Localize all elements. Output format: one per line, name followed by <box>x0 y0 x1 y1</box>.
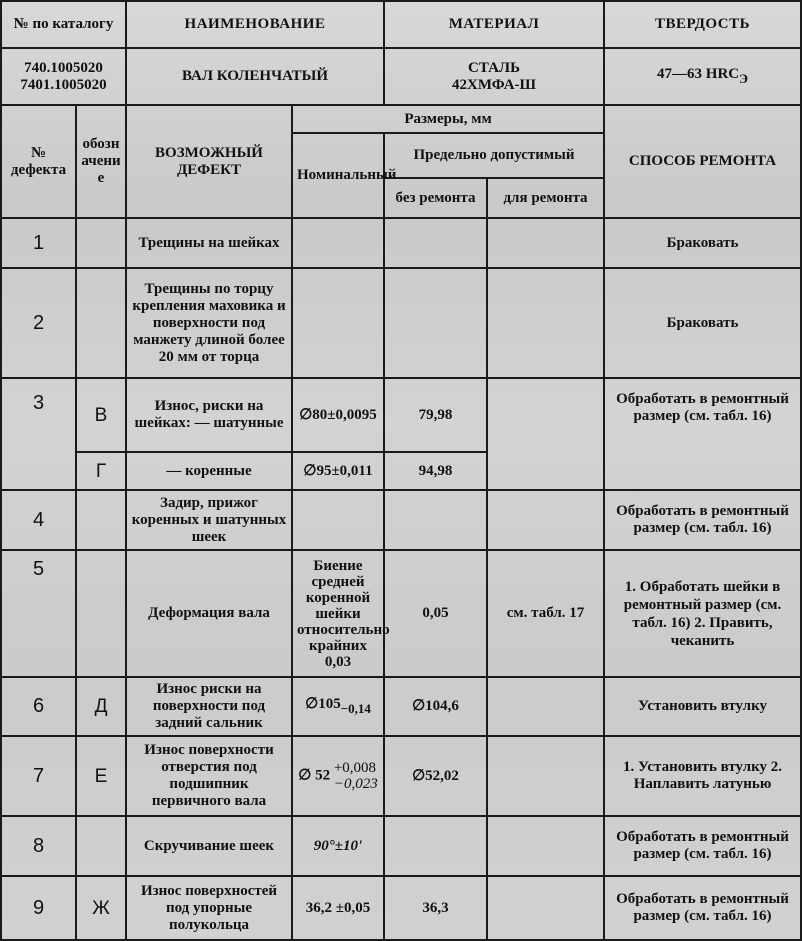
defect-description: Трещины на шейках <box>126 218 292 268</box>
table-row <box>1 378 801 452</box>
limit-without-repair: ∅104,6 <box>384 677 487 736</box>
defect-no-header: № дефекта <box>1 105 76 218</box>
possible-defect-header: ВОЗМОЖНЫЙ ДЕФЕКТ <box>126 105 292 218</box>
catalog-no-header: № по каталогу <box>1 1 126 48</box>
nominal-header: Номинальный <box>292 133 384 218</box>
nominal-size: ∅ 52 +0,008 −0,023 <box>292 736 384 816</box>
defect-description: Износ, риски на шейках: — шатунные <box>126 378 292 452</box>
table-row <box>1 218 801 268</box>
limit-for-repair <box>487 677 604 736</box>
defect-description: Износ поверхности отверстия под подшипник первичного вала <box>126 736 292 816</box>
limit-without-repair <box>384 490 487 550</box>
defect-number: 2 <box>1 268 76 378</box>
nominal-size <box>292 490 384 550</box>
name-header: НАИМЕНОВАНИЕ <box>126 1 384 48</box>
limit-for-repair: см. табл. 17 <box>487 550 604 677</box>
table-row <box>1 550 801 677</box>
limit-for-repair <box>487 218 604 268</box>
repair-method: 1. Обработать шейки в ремонтный размер (см. табл. 16) 2. Править, чеканить <box>604 550 801 677</box>
nominal-size: ∅105−0,14 <box>292 677 384 736</box>
limit-without-repair <box>384 816 487 876</box>
sizes-header: Размеры, мм <box>292 105 604 133</box>
defect-description: Скручивание шеек <box>126 816 292 876</box>
repair-method-header: СПОСОБ РЕМОНТА <box>604 105 801 218</box>
limit-for-repair <box>487 490 604 550</box>
table-row <box>1 490 801 550</box>
limit-for-repair <box>487 378 604 490</box>
limit-for-repair <box>487 876 604 940</box>
defect-description: Деформация вала <box>126 550 292 677</box>
defect-mark <box>76 268 126 378</box>
defect-number: 9 <box>1 876 76 940</box>
defect-number: 5 <box>1 550 76 677</box>
nominal-size: ∅95±0,011 <box>292 452 384 490</box>
defect-number: 7 <box>1 736 76 816</box>
defect-description: — коренные <box>126 452 292 490</box>
limit-without-repair: 94,98 <box>384 452 487 490</box>
limit-for-repair <box>487 268 604 378</box>
table-row <box>1 677 801 736</box>
defect-mark <box>76 816 126 876</box>
nominal-size: Биение средней коренной шейки относительно крайних 0,03 <box>292 550 384 677</box>
repair-method: Браковать <box>604 268 801 378</box>
limit-without-repair: ∅52,02 <box>384 736 487 816</box>
header-row <box>1 1 801 48</box>
part-name: ВАЛ КОЛЕНЧАТЫЙ <box>126 48 384 105</box>
part-hardness: 47—63 HRCЭ <box>604 48 801 105</box>
defect-description: Трещины по торцу крепления маховика и поверхности под манжету длиной более 20 мм от торца <box>126 268 292 378</box>
part-material: СТАЛЬ 42ХМФА-Ш <box>384 48 604 105</box>
limit-for-repair <box>487 816 604 876</box>
defect-mark: В <box>76 378 126 452</box>
repair-method: 1. Установить втулку 2. Наплавить латунью <box>604 736 801 816</box>
defect-description: Износ поверхностей под упорные полукольца <box>126 876 292 940</box>
nominal-size: 36,2 ±0,05 <box>292 876 384 940</box>
nominal-size <box>292 268 384 378</box>
without-repair-header: без ремонта <box>384 178 487 218</box>
permissible-header: Предельно допустимый <box>384 133 604 178</box>
table-row <box>1 736 801 816</box>
defect-mark: Ж <box>76 876 126 940</box>
material-header: МАТЕРИАЛ <box>384 1 604 48</box>
defect-mark: Е <box>76 736 126 816</box>
limit-without-repair <box>384 268 487 378</box>
limit-without-repair: 79,98 <box>384 378 487 452</box>
table-row <box>1 876 801 940</box>
table-row <box>1 268 801 378</box>
repair-method: Обработать в ремонтный размер (см. табл. 16) <box>604 378 801 490</box>
repair-method: Обработать в ремонтный размер (см. табл. 16) <box>604 490 801 550</box>
defect-number: 4 <box>1 490 76 550</box>
sizes-header-row <box>1 105 801 133</box>
defect-description: Износ риски на поверхности под задний сальник <box>126 677 292 736</box>
nominal-size: ∅80±0,0095 <box>292 378 384 452</box>
table-row <box>1 816 801 876</box>
nominal-size <box>292 218 384 268</box>
limit-without-repair: 36,3 <box>384 876 487 940</box>
for-repair-header: для ремонта <box>487 178 604 218</box>
defect-number: 8 <box>1 816 76 876</box>
part-row <box>1 48 801 105</box>
defect-number: 6 <box>1 677 76 736</box>
repair-method: Обработать в ремонтный размер (см. табл. 16) <box>604 816 801 876</box>
repair-method: Браковать <box>604 218 801 268</box>
defect-number: 1 <box>1 218 76 268</box>
designation-header: обозначение <box>76 105 126 218</box>
defect-mark <box>76 550 126 677</box>
defect-mark <box>76 490 126 550</box>
hardness-header: ТВЕРДОСТЬ <box>604 1 801 48</box>
defect-mark: Д <box>76 677 126 736</box>
defect-mark: Г <box>76 452 126 490</box>
limit-without-repair <box>384 218 487 268</box>
nominal-size: 90°±10' <box>292 816 384 876</box>
repair-method: Обработать в ремонтный размер (см. табл. 16) <box>604 876 801 940</box>
limit-for-repair <box>487 736 604 816</box>
defect-number: 3 <box>1 378 76 490</box>
repair-method: Установить втулку <box>604 677 801 736</box>
limit-without-repair: 0,05 <box>384 550 487 677</box>
defect-mark <box>76 218 126 268</box>
part-catalog-no: 740.1005020 7401.1005020 <box>1 48 126 105</box>
defect-description: Задир, прижог коренных и шатунных шеек <box>126 490 292 550</box>
